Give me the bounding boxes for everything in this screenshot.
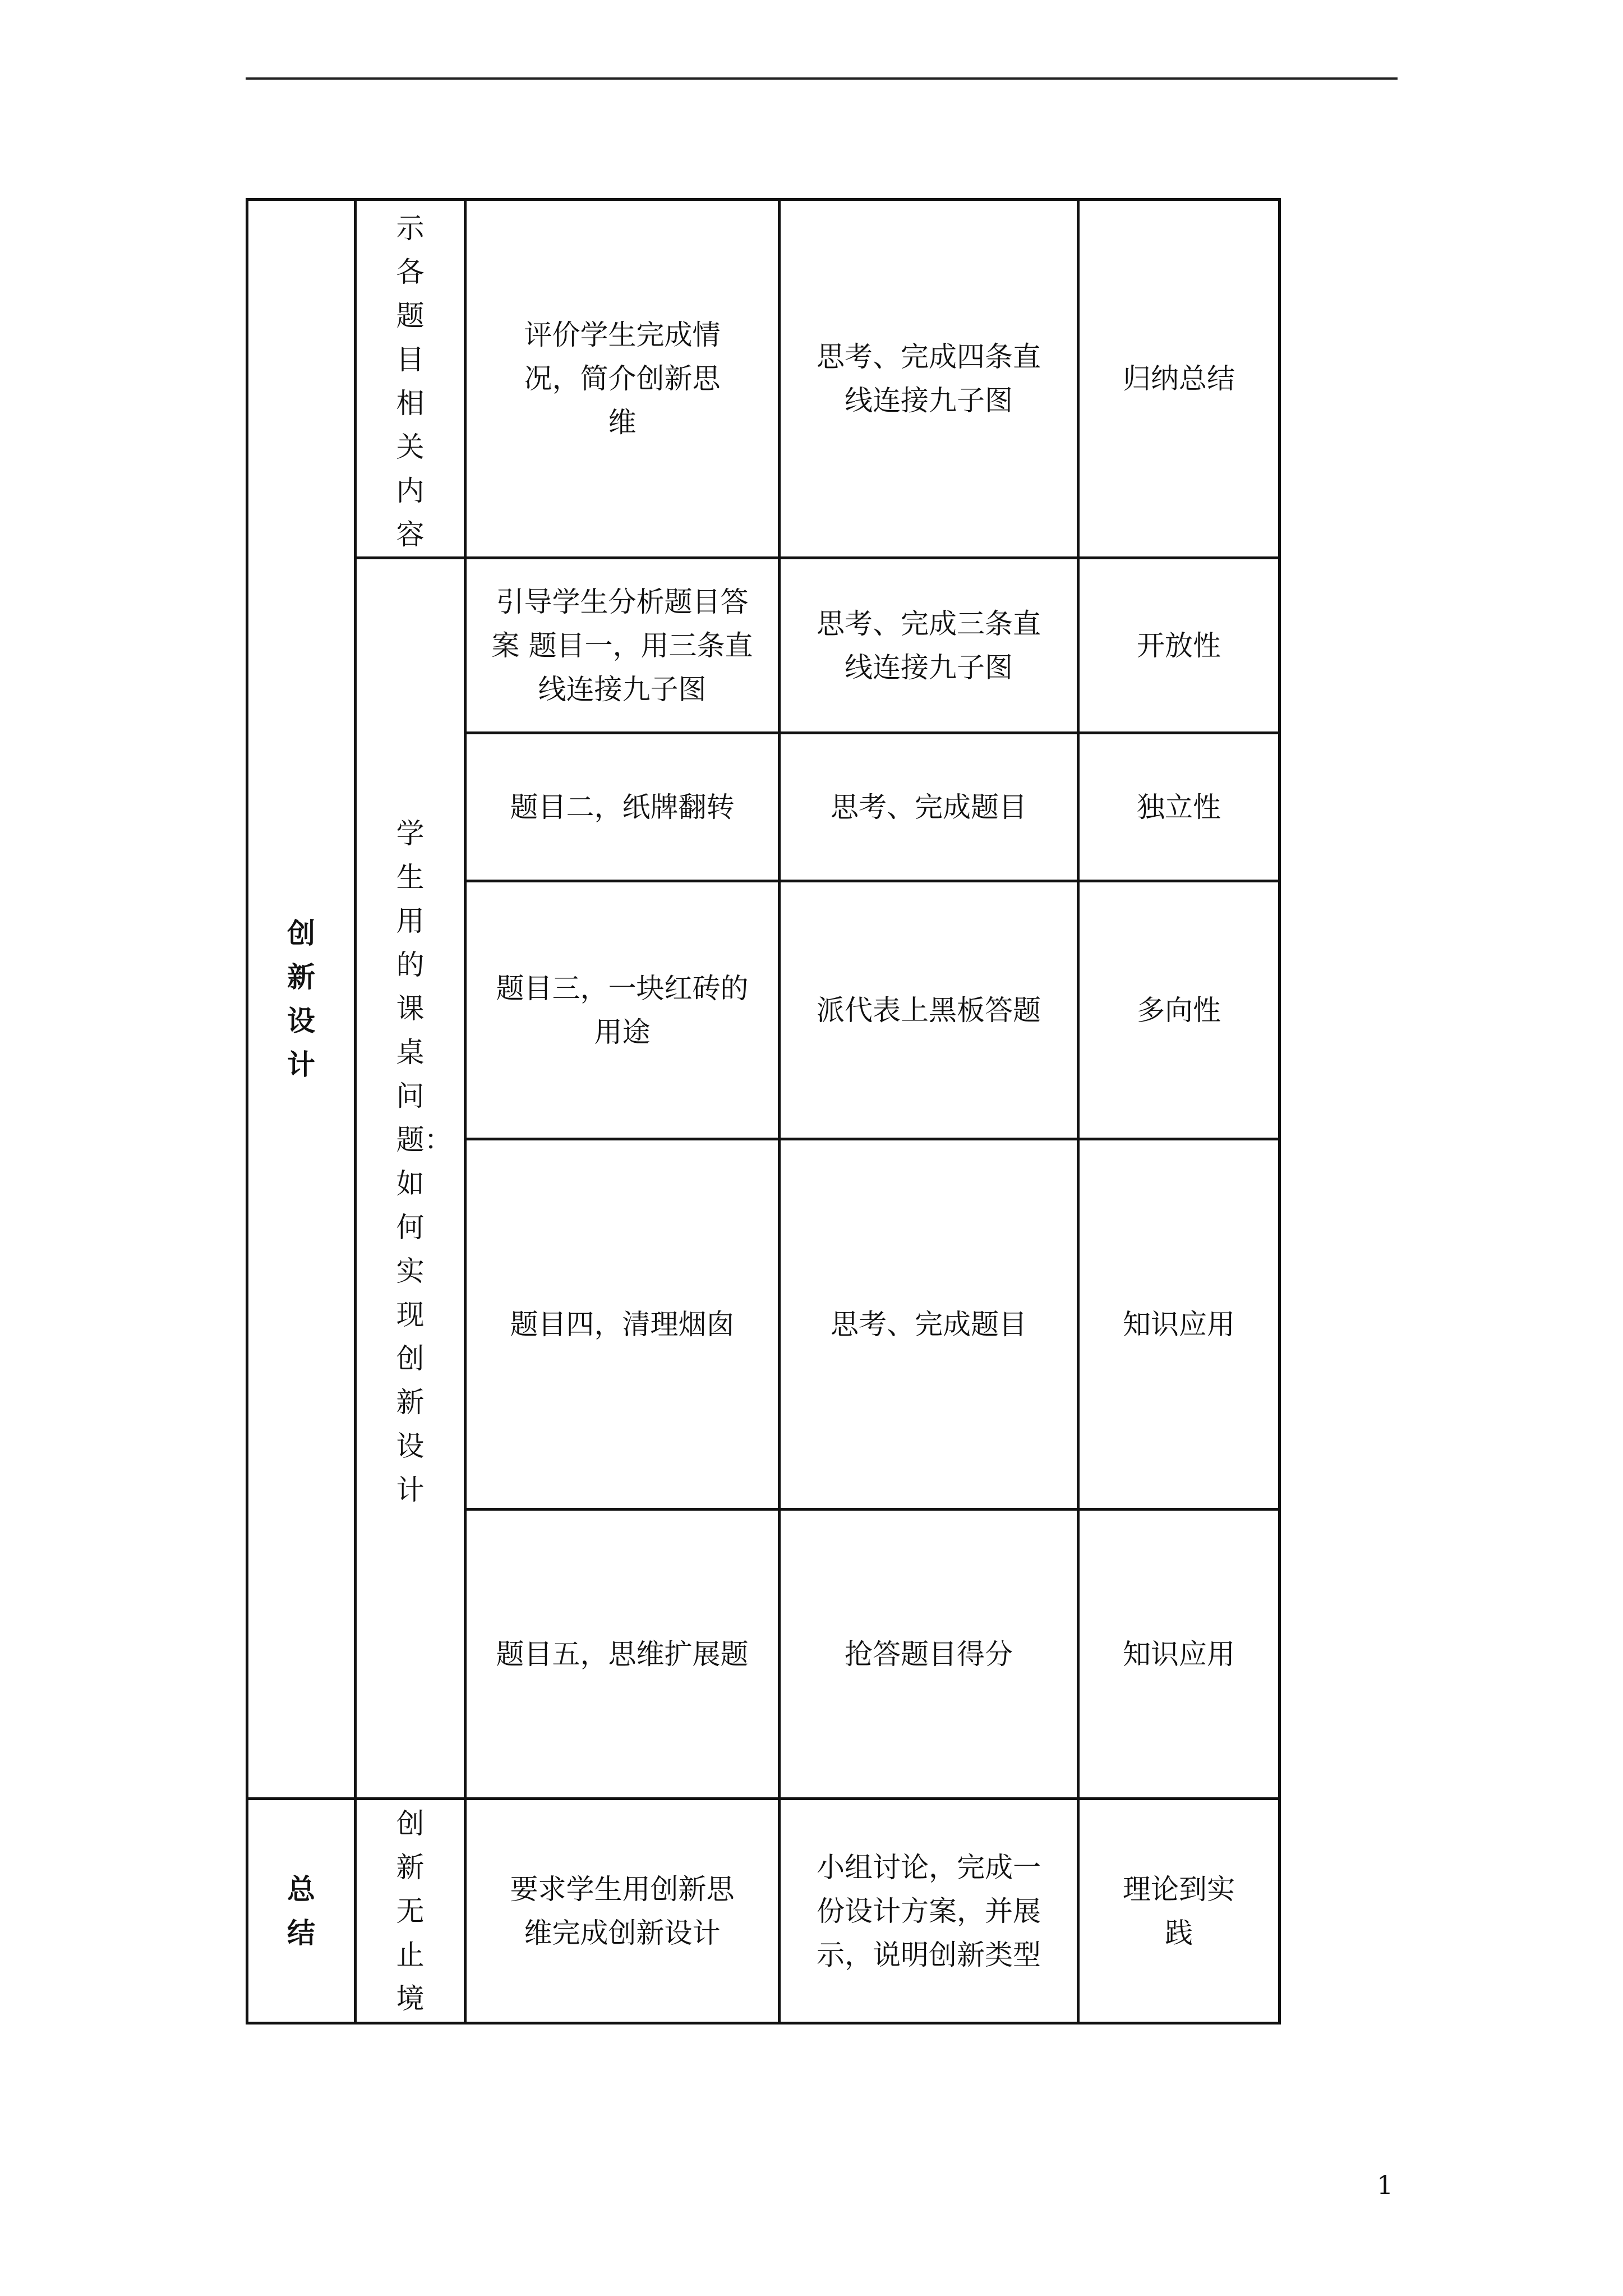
teacher-activity-cell: [465, 881, 780, 1139]
design-intent: 知识应用: [1123, 1308, 1235, 1341]
content-text: 学生用的课桌问题：如何实现创新设计: [396, 817, 453, 1506]
student-activity: 思考、完成三条直线连接九子图: [817, 607, 1041, 684]
design-intent: 独立性: [1137, 790, 1221, 823]
content-cell: [356, 200, 465, 558]
stage-cell: [247, 200, 356, 1799]
student-activity: 小组讨论，完成一份设计方案，并展示，说明创新类型: [817, 1851, 1041, 1971]
student-activity: 派代表上黑板答题: [817, 993, 1041, 1027]
design-intent-cell: [1078, 881, 1280, 1139]
design-intent-cell: [1078, 1510, 1280, 1799]
student-activity-cell: [780, 1139, 1078, 1510]
student-activity-cell: [780, 1799, 1078, 2023]
page-number: 1: [1377, 2170, 1394, 2200]
student-activity-cell: [780, 1510, 1078, 1799]
teacher-activity: 题目四，清理烟囱: [510, 1308, 735, 1341]
student-activity: 思考、完成题目: [831, 1308, 1027, 1341]
teacher-activity: 要求学生用创新思维完成创新设计: [510, 1872, 735, 1949]
student-activity-cell: [780, 200, 1078, 558]
design-intent: 知识应用: [1123, 1637, 1235, 1671]
design-intent-cell: [1078, 1799, 1280, 2023]
teacher-activity-cell: [465, 1510, 780, 1799]
design-intent-cell: [1078, 558, 1280, 733]
teacher-activity-cell: [465, 1799, 780, 2023]
teacher-activity-cell: [465, 1139, 780, 1510]
lesson-plan-table: [246, 198, 1281, 2024]
design-intent-cell: [1078, 733, 1280, 881]
design-intent: 归纳总结: [1123, 362, 1235, 395]
student-activity-cell: [780, 881, 1078, 1139]
teacher-activity-cell: [465, 733, 780, 881]
student-activity: 思考、完成四条直线连接九子图: [817, 341, 1041, 417]
content-text: 示各题目相关内容: [396, 212, 425, 551]
student-activity: 思考、完成题目: [831, 790, 1027, 823]
teacher-activity-cell: [465, 200, 780, 558]
design-intent: 多向性: [1137, 993, 1221, 1027]
teacher-activity: 评价学生完成情况，简介创新思维: [524, 319, 721, 439]
stage-label: 总结: [287, 1872, 315, 1949]
design-intent-cell: [1078, 200, 1280, 558]
table-row: [247, 558, 1280, 733]
stage-cell: [247, 1799, 356, 2023]
content-cell: [356, 1799, 465, 2023]
table-row: [247, 1799, 1280, 2023]
stage-label: 创新设计: [287, 917, 315, 1081]
table-row: [247, 200, 1280, 558]
teacher-activity-cell: [465, 558, 780, 733]
design-intent: 理论到实践: [1123, 1872, 1235, 1949]
teacher-activity: 题目五，思维扩展题: [496, 1637, 749, 1671]
content-cell: [356, 558, 465, 1799]
design-intent: 开放性: [1137, 629, 1221, 662]
header-rule: [246, 77, 1398, 80]
teacher-activity: 题目三，一块红砖的用途: [496, 972, 749, 1048]
student-activity-cell: [780, 733, 1078, 881]
teacher-activity: 引导学生分析题目答案 题目一，用三条直线连接九子图: [491, 585, 753, 706]
content-text: 创新无止境: [396, 1807, 425, 2015]
design-intent-cell: [1078, 1139, 1280, 1510]
student-activity-cell: [780, 558, 1078, 733]
student-activity: 抢答题目得分: [845, 1637, 1013, 1671]
teacher-activity: 题目二，纸牌翻转: [510, 790, 735, 823]
